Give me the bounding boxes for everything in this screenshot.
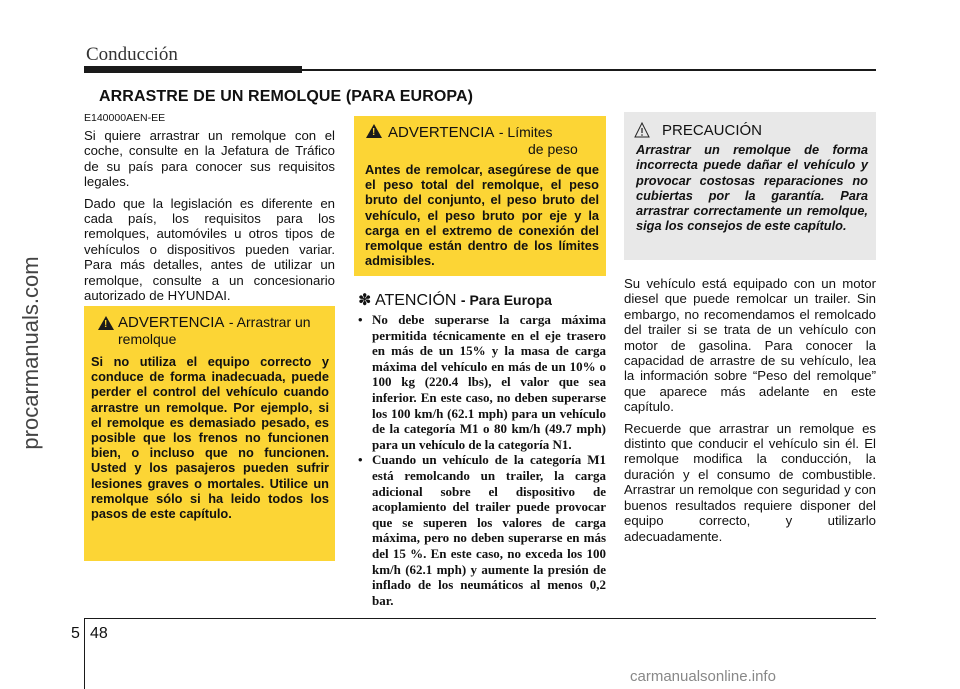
intro-paragraph-2: Dado que la legislación es diferente en cada país, los requisitos para los remolques, automóviles u otros tipos de vehículos o dispositivos pueden variar. Para más detalles, antes de utilizar un remolque, consulte a un concesionario autorizado de HYUNDAI. <box>84 195 335 304</box>
warning-body: Si no utiliza el equipo correcto y conduce de forma inadecuada, puede perder el control del vehículo cuando arrastre un remolque. Por ejemplo, si el remolque es demasiado pesado, es posible que los frenos no funcionen bien, o incluso que no funcionen. Usted y los pasajeros pueden sufrir lesiones graves o mortales. Utilice un remolque sólo si ha leido todos los pasos de este capítulo. <box>91 354 329 522</box>
page-title: ARRASTRE DE UN REMOLQUE (PARA EUROPA) <box>99 88 474 105</box>
header-bar <box>84 66 302 73</box>
chapter-number: 5 <box>71 625 80 642</box>
attention-symbol-icon: ✽ <box>358 292 372 309</box>
footer-divider <box>84 618 85 689</box>
header-rule <box>302 69 876 71</box>
intro-paragraph-1: Si quiere arrastrar un remolque con el coche, consulte en la Jefatura de Tráfico de su país para conocer sus requisitos legales. <box>84 128 335 190</box>
attention-list <box>358 312 606 608</box>
footer-rule <box>84 618 876 619</box>
warning-label: ADVERTENCIA <box>118 314 225 331</box>
side-watermark: procarmanuals.com <box>18 256 43 450</box>
doc-code: E140000AEN-EE <box>84 112 166 124</box>
list-item: • Cuando un vehículo de la categoría M1 está remolcando un trailer, la carga adicional sobre el dispositivo de acoplamiento del trailer puede provocar que se superen los valores de carga máxima, pero no deben superarse en más del 15 %. En este caso, no exceda los 100 km/h (62.1 mph) y aumente la presión de inflado de los neumáticos al menos 0,2 bar. <box>358 452 606 608</box>
caution-label: PRECAUCIÓN <box>662 122 763 139</box>
caution-triangle-icon <box>634 122 650 138</box>
warning-box-weight: ! ADVERTENCIA - Límites de peso Antes de remolcar, asegúrese de que el peso total del remolque, el peso bruto del conjunto, el peso bruto del vehículo, el peso bruto por eje y la carga en el extremo de conexión del remolque están dentro de los límites admisibles. <box>354 116 606 276</box>
page-number: 48 <box>90 625 108 642</box>
list-item: • No debe superarse la carga máxima permitida técnicamente en el eje trasero en más de un 15% y la masa de carga máxima del vehículo en más de un 10% o 100 kg (220.4 lbs), el valor que sea inferior. En este caso, no deben superarse los 100 km/h (62.1 mph) para un vehículo de la categoría M1 o 80 km/h (49.7 mph) para un vehículo de la categoría N1. <box>358 312 606 452</box>
warning-body: Antes de remolcar, asegúrese de que el peso total del remolque, el peso bruto del conjunto, el peso bruto del vehículo, el peso bruto por eje y la carga en el extremo de conexión del remolque están dentro de los límites admisibles. <box>365 162 599 269</box>
attention-heading <box>358 290 552 310</box>
attention-subtitle: - Para Europa <box>460 292 552 308</box>
intro-text <box>84 128 335 309</box>
towing-paragraph-2: Recuerde que arrastrar un remolque es distinto que conducir el vehículo sin él. El remolque modifica la conducción, la duración y el consumo de combustible. Arrastrar un remolque con seguridad y con buenos resultados requiere disponer del equipo correcto, y utilizarlo adecuadamente. <box>624 420 876 544</box>
bottom-watermark: carmanualsonline.info <box>630 668 776 685</box>
warning-subtitle-cont: de peso <box>528 141 578 157</box>
section-header: Conducción <box>86 44 178 65</box>
attention-label: ATENCIÓN <box>374 292 457 309</box>
warning-subtitle: - Límites <box>498 124 553 140</box>
warning-heading <box>388 124 578 157</box>
caution-body: Arrastrar un remolque de forma incorrecta puede dañar el vehículo y provocar costosas reparaciones no cubiertas por la garantía. Para arrastrar correctamente un remolque, siga los consejos de este capítulo. <box>636 142 868 234</box>
caution-box <box>624 112 876 260</box>
warning-box-trailer: ! ADVERTENCIA - Arrastrar un remolque Si no utiliza el equipo correcto y conduce de forma inadecuada, puede perder el control del vehículo cuando arrastre un remolque. Por ejemplo, si el remolque es demasiado pesado, es posible que los frenos no funcionen bien, o incluso que no funcionen. Usted y los pasajeros pueden sufrir lesiones graves o mortales. Utilice un remolque sólo si ha leido todos los pasos de este capítulo. <box>84 306 335 561</box>
towing-paragraph-1: Su vehículo está equipado con un motor diesel que puede remolcar un trailer. Sin embargo, no recomendamos el remolcado del trailer si se trata de un vehículo con motor de gasolina. Para conocer la capacidad de arrastre de su vehículo, lea la información sobre “Peso del remolque” que aparece más adelante en este capítulo. <box>624 276 876 415</box>
warning-subtitle: - Arrastrar un remolque <box>118 314 311 347</box>
warning-label: ADVERTENCIA <box>388 124 495 141</box>
warning-heading <box>118 314 328 348</box>
towing-text <box>624 276 876 550</box>
